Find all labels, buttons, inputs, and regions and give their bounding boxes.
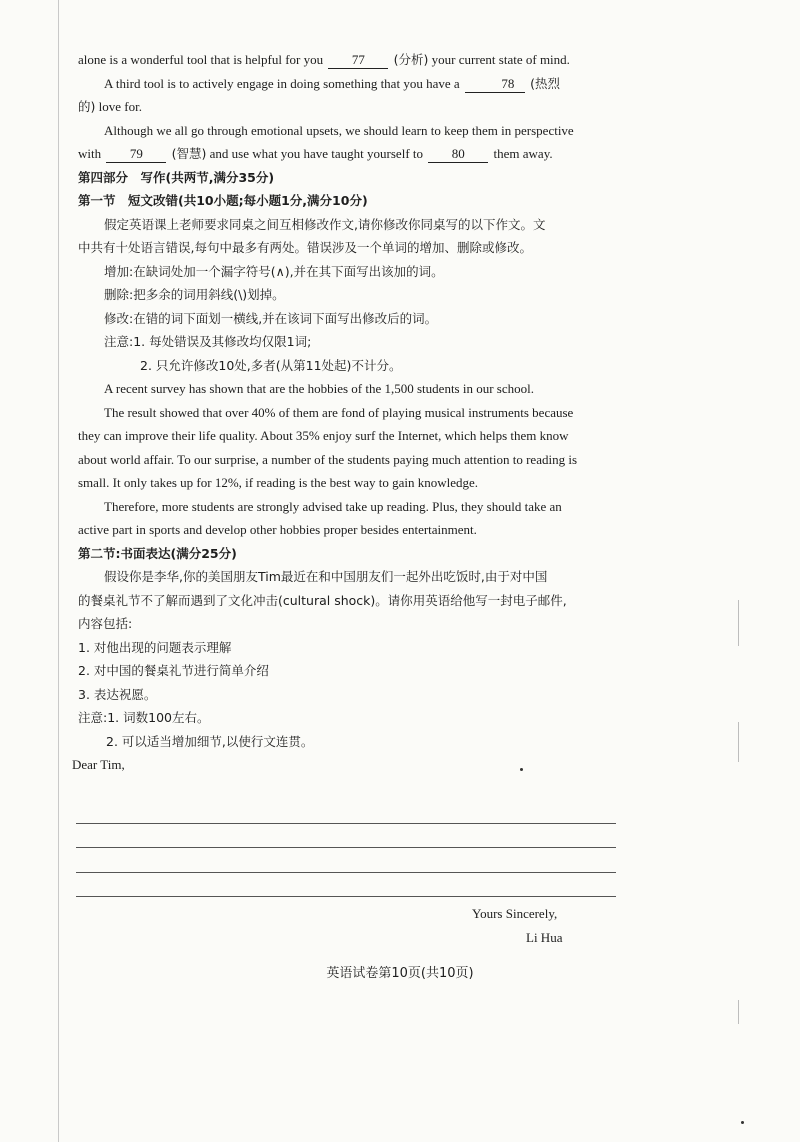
letter-closing: Yours Sincerely, <box>472 906 558 921</box>
note-line: 2. 只允许修改10处,多者(从第11处起)不计分。 <box>140 357 402 373</box>
writing-line[interactable] <box>76 872 616 873</box>
page-footer: 英语试卷第10页(共10页) <box>326 966 474 981</box>
requirement-item: 1. 对他出现的问题表示理解 <box>78 639 232 655</box>
passage-line: 的) love for. <box>78 99 142 114</box>
letter-salutation: Dear Tim, <box>72 757 125 772</box>
instruction-line: 修改:在错的词下面划一横线,并在该词下面写出修改后的词。 <box>104 310 438 326</box>
instruction-line: 中共有十处语言错误,每句中最多有两处。错误涉及一个单词的增加、删除或修改。 <box>78 240 532 255</box>
instruction-line: 假定英语课上老师要求同桌之间互相修改作文,请你修改你同桌写的以下作文。文 <box>104 216 546 232</box>
section-title: 第四部分 写作(共两节,满分35分) <box>78 169 275 185</box>
passage-line: Although we all go through emotional upsets, we should learn to keep them in perspective <box>104 122 574 138</box>
subsection-title: 第一节 短文改错(共10小题;每小题1分,满分10分) <box>78 193 368 208</box>
essay-line: The result showed that over 40% of them are fond of playing musical instruments because <box>104 404 574 420</box>
writing-line[interactable] <box>76 847 616 848</box>
essay-line: A recent survey has shown that are the hobbies of the 1,500 students in our school. <box>104 381 534 396</box>
scan-speck <box>741 1121 744 1124</box>
scan-speck <box>520 768 523 771</box>
writing-line[interactable] <box>76 823 616 824</box>
edge-mark <box>738 722 739 762</box>
essay-line: they can improve their life quality. About 35% enjoy surf the Internet, which helps them know <box>78 428 569 443</box>
answer-blank-79[interactable]: 79 <box>106 146 166 163</box>
essay-line: small. It only takes up for 12%, if reading is the best way to gain knowledge. <box>78 475 479 490</box>
prompt-line: 的餐桌礼节不了解而遇到了文化冲击(cultural shock)。请你用英语给他写一封电子邮件, <box>78 592 567 608</box>
requirement-item: 2. 对中国的餐桌礼节进行简单介绍 <box>78 663 269 678</box>
answer-blank-80[interactable]: 80 <box>428 146 488 163</box>
prompt-line: 假设你是李华,你的美国朋友Tim最近在和中国朋友们一起外出吃饭时,由于对中国 <box>104 569 548 584</box>
note-line: 注意:1. 每处错误及其修改均仅限1词; <box>104 334 312 349</box>
edge-mark <box>738 1000 739 1024</box>
edge-mark <box>738 600 739 646</box>
passage-line: with 79 (智慧) and use what you have taught yourself to 80 them away. <box>78 146 553 161</box>
page-content <box>72 48 638 777</box>
essay-line: Therefore, more students are strongly advised take up reading. Plus, they should take an <box>104 498 562 514</box>
instruction-line: 删除:把多余的词用斜线(\)划掉。 <box>104 287 285 302</box>
letter-signature: Li Hua <box>526 930 563 945</box>
answer-blank-78[interactable]: 78 <box>465 76 525 93</box>
essay-line: about world affair. To our surprise, a number of the students paying much attention to reading is <box>78 451 578 467</box>
note-line: 2. 可以适当增加细节,以使行文连贯。 <box>106 733 314 749</box>
passage-line: alone is a wonderful tool that is helpful for you 77 (分析) your current state of mind. <box>78 52 570 67</box>
instruction-line: 增加:在缺词处加一个漏字符号(∧),并在其下面写出该加的词。 <box>104 263 444 279</box>
requirement-item: 3. 表达祝愿。 <box>78 686 157 702</box>
subsection-title: 第二节:书面表达(满分25分) <box>78 545 237 561</box>
note-line: 注意:1. 词数100左右。 <box>78 710 210 725</box>
prompt-line: 内容包括: <box>78 616 133 631</box>
answer-blank-77[interactable]: 77 <box>328 52 388 69</box>
essay-line: active part in sports and develop other hobbies proper besides entertainment. <box>78 522 477 537</box>
writing-line[interactable] <box>76 896 616 897</box>
passage-line: A third tool is to actively engage in doing something that you have a 78 (热烈 <box>104 75 561 91</box>
